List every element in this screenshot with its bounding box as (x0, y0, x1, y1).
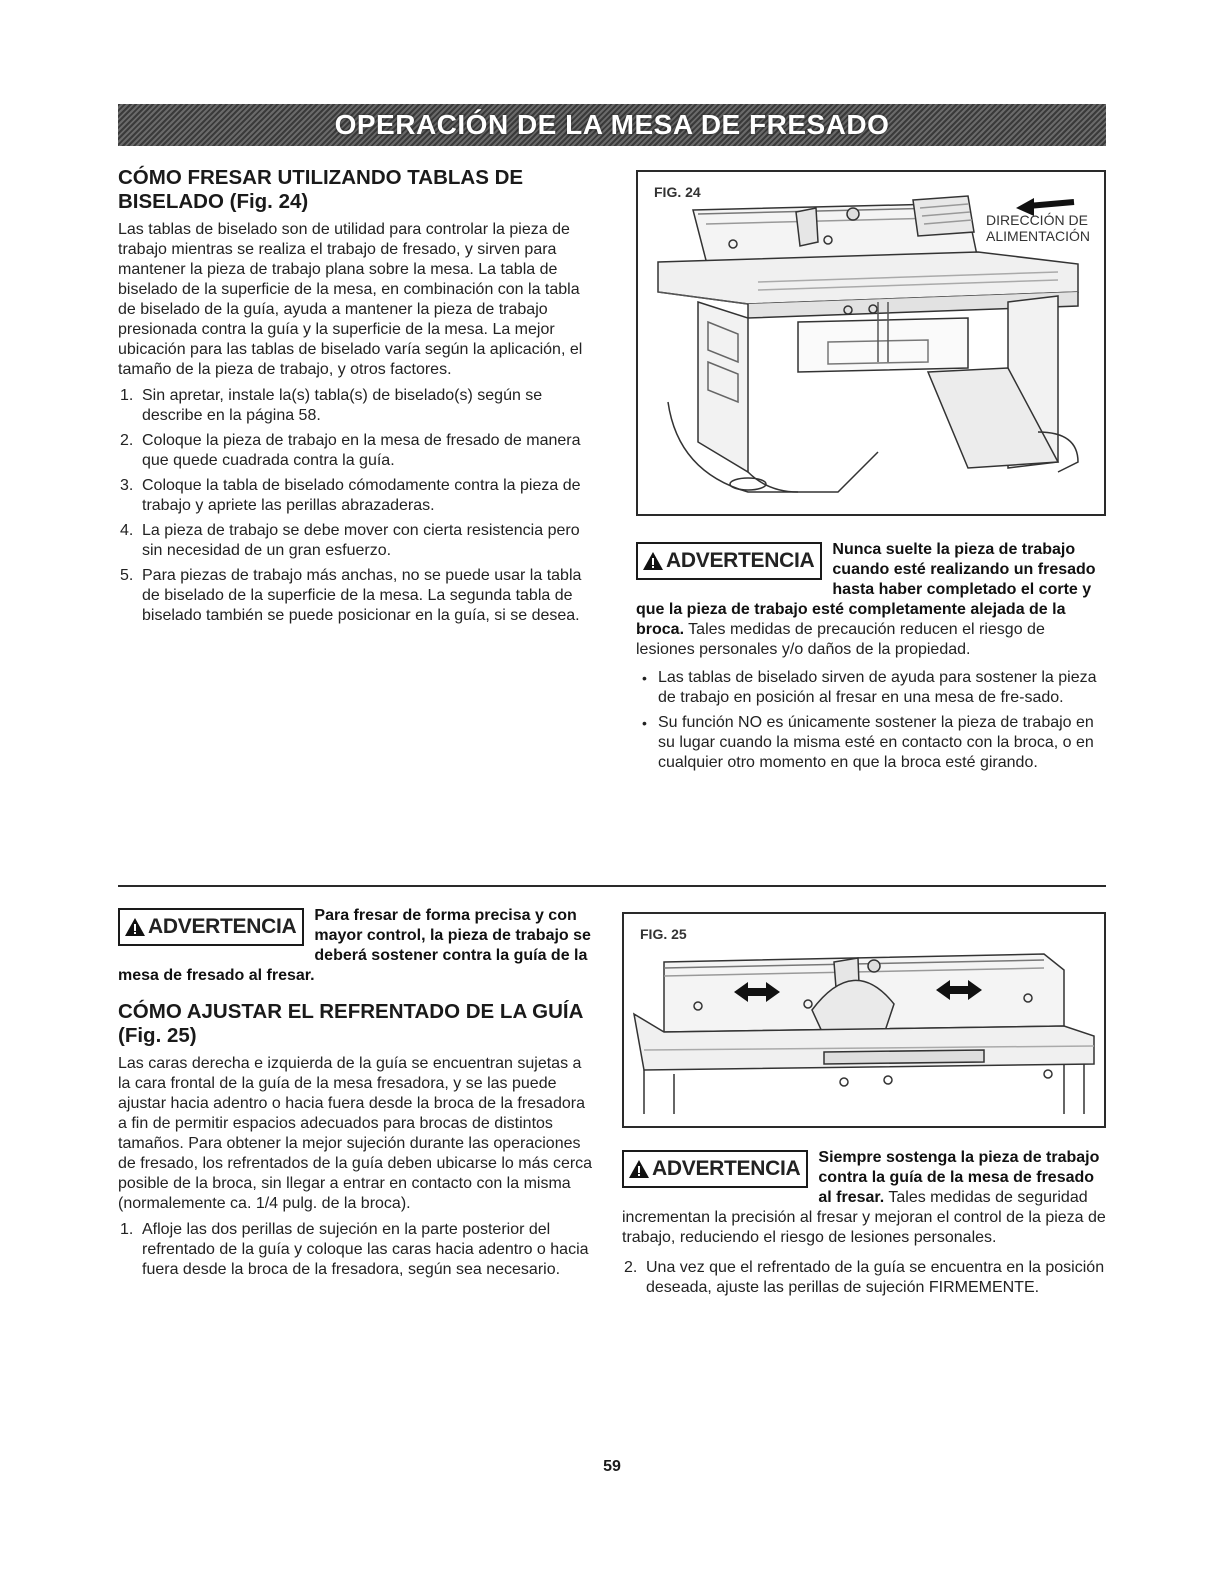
list-item: 5. Para piezas de trabajo más anchas, no se puede usar la tabla de biselado de la superficie de la mesa. La segunda tabla de biselado también se puede posicionar en la guía, si se desea. (120, 567, 582, 624)
list-item: 1. Sin apretar, instale la(s) tabla(s) de biselado(s) según se describe en la página 58. (120, 387, 543, 424)
list-item: 2. Una vez que el refrentado de la guía se encuentra en la posición deseada, ajuste las perillas de sujeción FIRMEMENTE. (624, 1259, 1105, 1296)
feed-direction-label: DIRECCIÓN DE ALIMENTACIÓN (986, 212, 1090, 244)
section-divider (118, 885, 1106, 887)
section2-intro: Las caras derecha e izquierda de la guía se encuentran sujetas a la cara frontal de la guía de la mesa fresadora, y se las puede ajustar hacia adentro o hacia fuera desde la broca de la fresadora a fin de permitir espacios adecuados para brocas de distintos tamaños. Para obtener la mejor sujeción durante las operaciones de fresado, los refrentados de la guía deben ubicarse lo más cerca posible de la broca, sin llegar a entrar en contacto con la misma (normalemente ca. 1/4 pulg. de la broca). (118, 1055, 593, 1212)
list-item: 3. Coloque la tabla de biselado cómodamente contra la pieza de trabajo y apriete las perillas abrazaderas. (120, 477, 581, 514)
warning-triangle-icon (628, 1159, 650, 1179)
warning-hold-workpiece (622, 1148, 1106, 1303)
fence-facing-illustration (624, 914, 1104, 1126)
warning3-normal: Tales medidas de seguridad incrementan la precisión al fresar y mejoran el control de la pieza de trabajo, reduciendo el riesgo de lesiones personales. (622, 1189, 1106, 1246)
warning-release-workpiece (636, 540, 1106, 778)
warning-badge: ADVERTENCIA (118, 908, 304, 946)
section1-steps (118, 386, 596, 626)
figure-24 (636, 170, 1106, 516)
warning1-bold: Nunca suelte la pieza de trabajo cuando esté realizando un fresado hasta haber completado el corte y que la pieza de trabajo esté completamente alejada de la broca. (636, 541, 1096, 638)
banner-title: OPERACIÓN DE LA MESA DE FRESADO (334, 109, 890, 140)
page-number: 59 (603, 1458, 621, 1475)
section2-steps (118, 1220, 596, 1280)
warning-triangle-icon (642, 551, 664, 571)
warning1-bullets (636, 664, 1106, 773)
list-item: • Las tablas de biselado sirven de ayuda para sostener la pieza de trabajo en posición al fresar en una mesa de fre-sado. (636, 668, 1106, 708)
section1-heading: CÓMO FRESAR UTILIZANDO TABLAS DE BISELADO (Fig. 24) (118, 166, 524, 213)
section2-heading: CÓMO AJUSTAR EL REFRENTADO DE LA GUÍA (Fig. 25) (118, 1000, 583, 1047)
list-item: 2. Coloque la pieza de trabajo en la mesa de fresado de manera que quede cuadrada contra la guía. (120, 432, 581, 469)
warning3-bold: Siempre sostenga la pieza de trabajo contra la guía de la mesa de fresado al fresar. (818, 1149, 1100, 1206)
section-banner (118, 104, 1106, 146)
warning-badge: ADVERTENCIA (622, 1150, 808, 1188)
warning-triangle-icon (124, 917, 146, 937)
section1-intro: Las tablas de biselado son de utilidad para controlar la pieza de trabajo mientras se realiza el trabajo de fresado, y sirven para mantener la pieza de trabajo plana sobre la mesa. La tabla de biselado de la superficie de la mesa, en combinación con la tabla de biselado de la guía, ayuda a mantener la pieza de trabajo presionada contra la guía y la superficie de la mesa. La mejor ubicación para las tablas de biselado varía según la aplicación, el tamaño de la pieza de trabajo, y otros factores. (118, 221, 583, 378)
warning2-bold: Para fresar de forma precisa y con mayor control, la pieza de trabajo se deberá sostener contra la guía de la mesa de fresado al fresar. (118, 907, 591, 984)
warning-hold-against-fence (118, 906, 596, 986)
warning-badge: ADVERTENCIA (636, 542, 822, 580)
fig25-label: FIG. 25 (640, 926, 687, 942)
list-item: 1. Afloje las dos perillas de sujeción en la parte posterior del refrentado de la guía y coloque las caras hacia adentro o hacia fuera desde la broca de la fresadora, según sea necesario. (120, 1221, 589, 1278)
fig24-label: FIG. 24 (654, 184, 701, 200)
list-item: • Su función NO es únicamente sostener la pieza de trabajo en su lugar cuando la misma esté en contacto con la broca, o en cualquier otro momento en que la broca esté girando. (636, 713, 1106, 773)
warning1-normal: Tales medidas de precaución reducen el riesgo de lesiones personales y/o daños de la propiedad. (636, 621, 1045, 658)
list-item: 4. La pieza de trabajo se debe mover con cierta resistencia pero sin necesidad de un gran esfuerzo. (120, 522, 580, 559)
warning3-steps (622, 1254, 1106, 1298)
section-fence-facing (118, 906, 596, 1285)
figure-25 (622, 912, 1106, 1128)
section-chamfer-boards (118, 166, 596, 631)
